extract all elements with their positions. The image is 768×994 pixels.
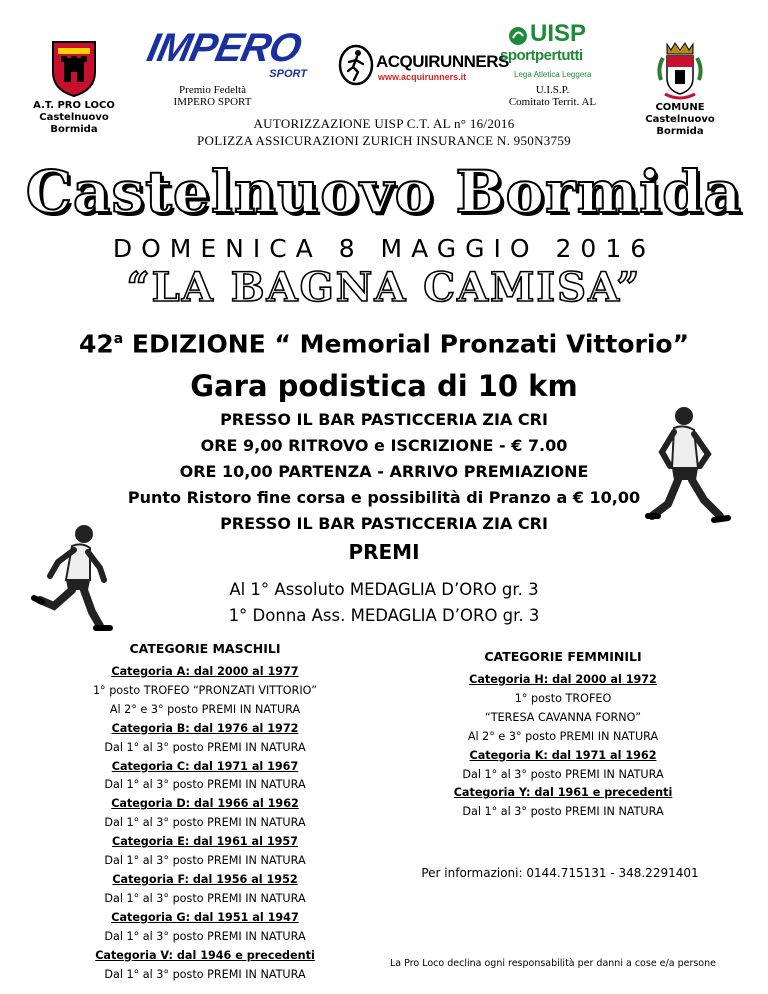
event-name: “LA BAGNA CAMISA” xyxy=(126,264,642,311)
category-prize: 1° posto TROFEO “PRONZATI VITTORIO” xyxy=(92,683,318,697)
prizes-title: PREMI xyxy=(348,540,420,564)
prize-line: 1° Donna Ass. MEDAGLIA D’ORO gr. 3 xyxy=(228,606,540,625)
prize-line: Al 1° Assoluto MEDAGLIA D’ORO gr. 3 xyxy=(229,580,539,599)
comune-place: Castelnuovo Bormida xyxy=(645,114,715,137)
info-line: ORE 10,00 PARTENZA - ARRIVO PREMIAZIONE xyxy=(179,462,589,481)
categories-female-title: CATEGORIE FEMMINILI xyxy=(484,649,642,664)
category-prize: Al 2° e 3° posto PREMI IN NATURA xyxy=(467,729,659,743)
runner-left-icon xyxy=(28,522,124,634)
impero-caption-1: Premio Fedeltà xyxy=(179,84,246,96)
info-line: PRESSO IL BAR PASTICCERIA ZIA CRI xyxy=(220,410,548,429)
uisp-wordmark-sub: sportpertutti xyxy=(500,47,583,64)
proloco-place: Castelnuovo Bormida xyxy=(39,112,109,135)
contact-info: Per informazioni: 0144.715131 - 348.2291401 xyxy=(421,866,699,880)
category-title: Categoria C: dal 1971 al 1967 xyxy=(111,759,299,773)
edition-rest: EDIZIONE “ Memorial Pronzati Vittorio” xyxy=(123,329,690,359)
categories-male xyxy=(60,640,350,984)
category-title: Categoria F: dal 1956 al 1952 xyxy=(112,872,298,886)
category-title: Categoria D: dal 1966 al 1962 xyxy=(111,797,299,811)
category-prize: Dal 1° al 3° posto PREMI IN NATURA xyxy=(462,767,664,781)
comune-name: COMUNE xyxy=(655,102,705,113)
uisp-caption-1: U.I.S.P. xyxy=(535,84,570,96)
proloco-name: A.T. PRO LOCO xyxy=(33,100,115,111)
acquirunners-url: www.acquirunners.it xyxy=(378,72,467,82)
impero-logo xyxy=(140,20,325,108)
proloco-crest-icon xyxy=(49,38,99,98)
acquirunners-runner-icon xyxy=(338,44,374,86)
edition-sup: a xyxy=(113,331,124,347)
category-prize: Dal 1° al 3° posto PREMI IN NATURA xyxy=(462,805,664,819)
category-title: Categoria V: dal 1946 e precedenti xyxy=(95,948,315,962)
categories-male-title: CATEGORIE MASCHILI xyxy=(129,641,281,656)
insurance: POLIZZA ASSICURAZIONI ZURICH INSURANCE N. 950N3759 xyxy=(197,133,571,148)
categories-female xyxy=(418,648,708,822)
event-date: DOMENICA 8 MAGGIO 2016 xyxy=(112,234,656,263)
edition-number: 42 xyxy=(78,329,114,359)
authorization: AUTORIZZAZIONE UISP C.T. AL n° 16/2016 xyxy=(253,116,515,131)
uisp-logo xyxy=(490,20,615,108)
category-prize: Dal 1° al 3° posto PREMI IN NATURA xyxy=(104,967,306,981)
uisp-leaf-icon xyxy=(508,26,528,46)
category-prize: 1° posto TROFEO xyxy=(514,691,612,705)
disclaimer: La Pro Loco declina ogni responsabilità per danni a cose e/a persone xyxy=(390,958,716,969)
impero-wordmark: IMPERO xyxy=(143,26,305,70)
categories-female-list xyxy=(418,671,708,822)
uisp-lega: Lega Atletica Leggera xyxy=(514,70,592,79)
category-prize: “TERESA CAVANNA FORNO” xyxy=(484,710,642,724)
category-title: Categoria H: dal 2000 al 1972 xyxy=(469,673,657,686)
impero-caption-2: IMPERO SPORT xyxy=(173,96,252,108)
info-line: ORE 9,00 RITROVO e ISCRIZIONE - € 7.00 xyxy=(200,436,568,455)
category-prize: Al 2° e 3° posto PREMI IN NATURA xyxy=(109,702,301,716)
category-prize: Dal 1° al 3° posto PREMI IN NATURA xyxy=(104,740,306,754)
category-prize: Dal 1° al 3° posto PREMI IN NATURA xyxy=(104,929,306,943)
category-title: Categoria K: dal 1971 al 1962 xyxy=(469,748,657,762)
acquirunners-wordmark: ACQUIRUNNERS xyxy=(376,52,509,71)
comune-crest-icon xyxy=(655,40,705,102)
uisp-caption-2: Comitato Territ. AL xyxy=(508,96,597,108)
category-title: Categoria E: dal 1961 al 1957 xyxy=(112,835,298,849)
category-prize: Dal 1° al 3° posto PREMI IN NATURA xyxy=(104,816,306,830)
impero-wordmark-sub: SPORT xyxy=(269,68,307,80)
uisp-wordmark: UISP xyxy=(530,20,587,47)
categories-male-list xyxy=(60,663,350,984)
info-line: Punto Ristoro fine corsa e possibilità di Pranzo a € 10,00 xyxy=(127,488,641,507)
category-prize: Dal 1° al 3° posto PREMI IN NATURA xyxy=(104,854,306,868)
edition-line xyxy=(0,323,768,360)
category-title: Categoria Y: dal 1961 e precedenti xyxy=(453,786,673,800)
info-line: PRESSO IL BAR PASTICCERIA ZIA CRI xyxy=(220,514,548,533)
town-title: Castelnuovo Bormida xyxy=(25,158,743,226)
category-prize: Dal 1° al 3° posto PREMI IN NATURA xyxy=(104,891,306,905)
category-title: Categoria G: dal 1951 al 1947 xyxy=(111,910,299,924)
category-title: Categoria A: dal 2000 al 1977 xyxy=(111,665,299,678)
runner-right-icon xyxy=(644,404,732,534)
category-title: Categoria B: dal 1976 al 1972 xyxy=(111,721,299,735)
race-title: Gara podistica di 10 km xyxy=(190,369,578,403)
category-prize: Dal 1° al 3° posto PREMI IN NATURA xyxy=(104,778,306,792)
